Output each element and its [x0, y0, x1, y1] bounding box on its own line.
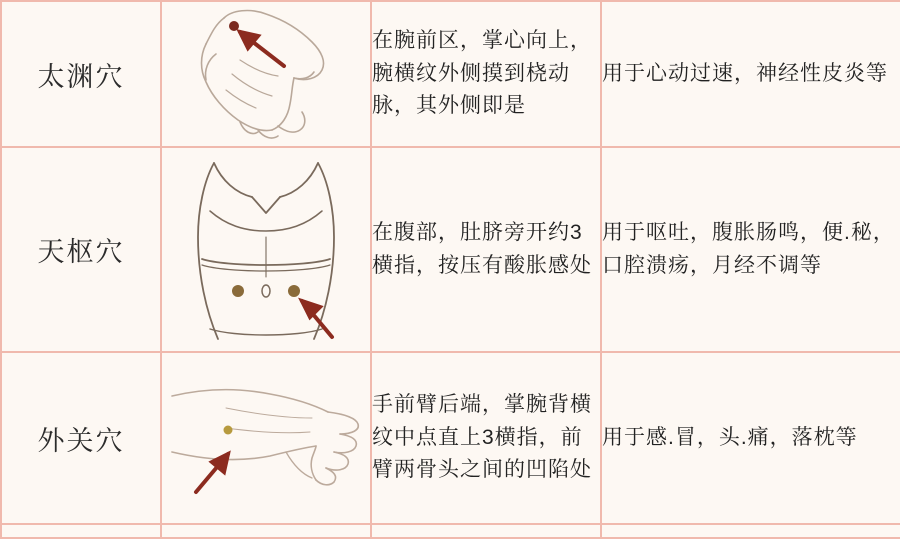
- abdomen-navel-illustration: [162, 151, 370, 349]
- acupoint-location-partial: [371, 524, 601, 538]
- acupoint-marker: [288, 285, 300, 297]
- acupoint-location: 在腕前区，掌心向上，腕横纹外侧摸到桡动脉，其外侧即是: [371, 1, 601, 147]
- acupoint-name: 外关穴: [1, 352, 161, 524]
- acupoint-illustration-partial: [161, 524, 371, 538]
- hand-forearm-dorsal-illustration: [162, 356, 370, 520]
- acupoint-uses: 用于心动过速，神经性皮炎等: [601, 1, 900, 147]
- acupoint-location: 在腹部，肚脐旁开约3横指，按压有酸胀感处: [371, 147, 601, 352]
- acupoint-illustration-cell: [161, 352, 371, 524]
- acupoint-marker: [232, 285, 244, 297]
- acupoint-illustration-cell: [161, 1, 371, 147]
- acupoint-uses: 用于呕吐，腹胀肠鸣，便.秘，口腔溃疡，月经不调等: [601, 147, 900, 352]
- table-row: [1, 1, 900, 147]
- acupoint-uses-partial: [601, 524, 900, 538]
- table-row: [1, 147, 900, 352]
- table-row: [1, 352, 900, 524]
- table-row-partial: [1, 524, 900, 538]
- acupoint-uses: 用于感.冒，头.痛，落枕等: [601, 352, 900, 524]
- acupoint-name-partial: [1, 524, 161, 538]
- acupoint-illustration-cell: [161, 147, 371, 352]
- forearm-wrist-palm-up-illustration: [162, 4, 370, 144]
- acupoint-marker: [224, 426, 233, 435]
- acupoint-name: 天枢穴: [1, 147, 161, 352]
- acupoint-name: 太渊穴: [1, 1, 161, 147]
- acupoint-location: 手前臂后端，掌腕背横纹中点直上3横指，前臂两骨头之间的凹陷处: [371, 352, 601, 524]
